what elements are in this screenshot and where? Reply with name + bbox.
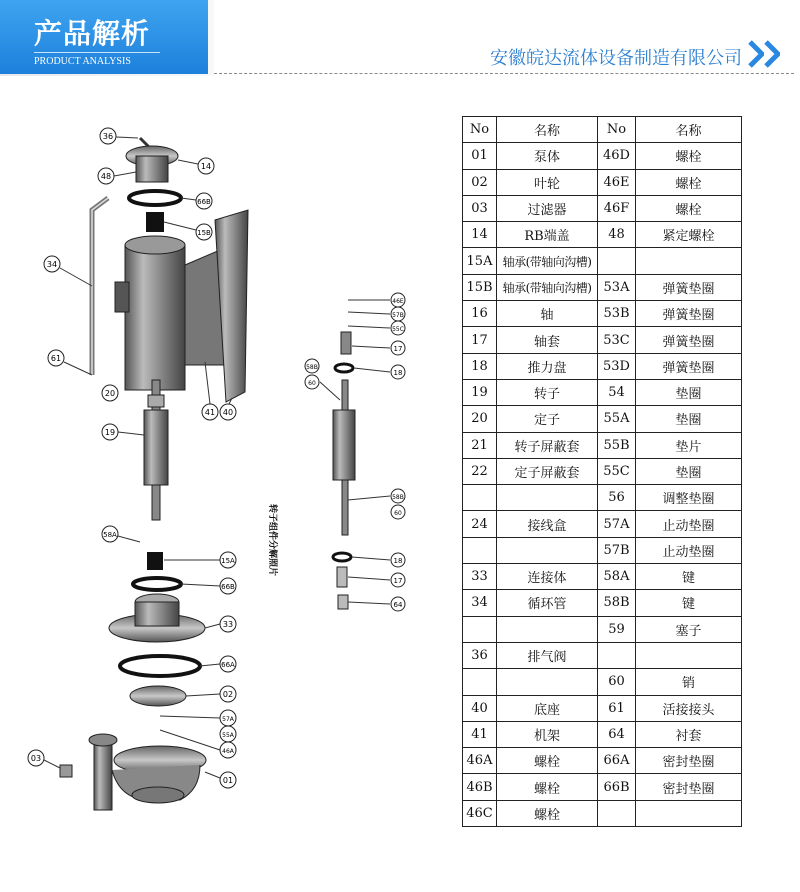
- part-name-cell: [636, 248, 742, 274]
- part-name-cell: 推力盘: [497, 353, 598, 379]
- callout-label: [200, 656, 236, 672]
- part-number-cell: 58B: [598, 590, 636, 616]
- column-header: 名称: [497, 117, 598, 143]
- part-name-cell: 螺栓: [497, 774, 598, 800]
- part-name-cell: [636, 642, 742, 668]
- part-number-cell: [463, 485, 497, 511]
- svg-text:66B: 66B: [221, 583, 235, 591]
- callout-label: [205, 616, 236, 632]
- part-name-cell: 键: [636, 564, 742, 590]
- callout-label: [181, 193, 212, 209]
- part-name-cell: 机架: [497, 721, 598, 747]
- part-name-cell: 螺栓: [636, 169, 742, 195]
- part-number-cell: 53A: [598, 274, 636, 300]
- part-name-cell: 轴套: [497, 327, 598, 353]
- table-row: [463, 774, 742, 800]
- part-name-cell: 转子: [497, 379, 598, 405]
- page-subtitle: PRODUCT ANALYSIS: [34, 56, 131, 67]
- table-row: [463, 695, 742, 721]
- part-number-cell: 03: [463, 195, 497, 221]
- callout-label: [28, 750, 60, 768]
- part-number-cell: 57A: [598, 511, 636, 537]
- part-name-cell: 弹簧垫圈: [636, 301, 742, 327]
- gasket-ring: [133, 578, 181, 590]
- part-name-cell: 塞子: [636, 616, 742, 642]
- part-number-cell: 20: [463, 406, 497, 432]
- impeller-part: [130, 686, 186, 706]
- part-number-cell: [463, 537, 497, 563]
- callout-label: [44, 256, 92, 286]
- svg-text:64: 64: [393, 601, 403, 609]
- svg-text:48: 48: [100, 172, 112, 181]
- svg-text:55A: 55A: [222, 732, 234, 739]
- left-callouts: [28, 128, 236, 788]
- part-number-cell: 19: [463, 379, 497, 405]
- part-number-cell: 66A: [598, 748, 636, 774]
- svg-text:57B: 57B: [392, 312, 404, 319]
- title-tag: [0, 0, 208, 74]
- svg-text:57A: 57A: [222, 716, 234, 723]
- callout-label: [220, 726, 236, 742]
- table-row: [463, 222, 742, 248]
- part-name-cell: 轴承(带轴向沟槽): [497, 274, 598, 300]
- part-number-cell: 57B: [598, 537, 636, 563]
- callout-label: [391, 505, 405, 519]
- part-name-cell: 轴承(带轴向沟槽): [497, 248, 598, 274]
- callout-label: [98, 168, 136, 184]
- part-name-cell: [497, 485, 598, 511]
- rotor-assembly-part: [333, 332, 355, 609]
- part-name-cell: 弹簧垫圈: [636, 353, 742, 379]
- part-name-cell: 密封垫圈: [636, 748, 742, 774]
- svg-text:03: 03: [30, 754, 42, 763]
- svg-text:40: 40: [222, 408, 234, 417]
- part-name-cell: 紧定螺栓: [636, 222, 742, 248]
- column-header: No: [463, 117, 497, 143]
- part-name-cell: 泵体: [497, 143, 598, 169]
- part-name-cell: 活接接头: [636, 695, 742, 721]
- table-row: [463, 353, 742, 379]
- chevron-right-icon: [764, 40, 780, 68]
- end-cover-part: [126, 138, 178, 182]
- table-row: [463, 485, 742, 511]
- svg-text:02: 02: [222, 690, 234, 699]
- svg-text:46E: 46E: [392, 298, 404, 305]
- svg-text:20: 20: [104, 389, 116, 398]
- callout-label: [202, 362, 218, 420]
- part-name-cell: [497, 669, 598, 695]
- table-row: [463, 616, 742, 642]
- part-name-cell: 垫圈: [636, 379, 742, 405]
- header-divider: [214, 73, 794, 74]
- part-number-cell: 66B: [598, 774, 636, 800]
- callout-label: [164, 552, 236, 568]
- part-name-cell: 垫圈: [636, 406, 742, 432]
- part-number-cell: 01: [463, 143, 497, 169]
- svg-text:66B: 66B: [197, 198, 211, 206]
- part-number-cell: 58A: [598, 564, 636, 590]
- part-name-cell: 键: [636, 590, 742, 616]
- pump-casing-part: [89, 734, 206, 810]
- part-number-cell: 64: [598, 721, 636, 747]
- part-number-cell: 46A: [463, 748, 497, 774]
- bearing-part: [146, 212, 164, 232]
- callout-label: [102, 424, 144, 440]
- svg-text:33: 33: [222, 620, 234, 629]
- table-row: [463, 195, 742, 221]
- svg-text:60: 60: [308, 380, 316, 387]
- part-number-cell: 48: [598, 222, 636, 248]
- part-name-cell: 底座: [497, 695, 598, 721]
- table-row: [463, 458, 742, 484]
- part-number-cell: [463, 669, 497, 695]
- callout-label: [102, 526, 140, 542]
- svg-text:17: 17: [393, 577, 403, 585]
- part-number-cell: 24: [463, 511, 497, 537]
- table-row: [463, 432, 742, 458]
- diagram-caption: 转子组件分解照片: [267, 503, 277, 577]
- svg-text:15B: 15B: [197, 229, 211, 237]
- part-name-cell: 垫片: [636, 432, 742, 458]
- callout-label: [352, 341, 405, 355]
- motor-body-part: [115, 210, 248, 402]
- table-row: [463, 406, 742, 432]
- callout-label: [48, 350, 92, 375]
- part-number-cell: 59: [598, 616, 636, 642]
- part-name-cell: 转子屏蔽套: [497, 432, 598, 458]
- part-name-cell: 接线盒: [497, 511, 598, 537]
- table-row: [463, 721, 742, 747]
- table-row: [463, 248, 742, 274]
- svg-text:15A: 15A: [221, 557, 235, 565]
- part-name-cell: 定子: [497, 406, 598, 432]
- svg-text:60: 60: [394, 510, 402, 517]
- callout-label: [178, 158, 214, 174]
- part-number-cell: [598, 800, 636, 826]
- svg-text:61: 61: [50, 354, 62, 363]
- part-number-cell: 61: [598, 695, 636, 721]
- gasket-ring: [129, 191, 181, 205]
- strainer-part: [60, 765, 72, 777]
- part-name-cell: 螺栓: [497, 748, 598, 774]
- svg-text:14: 14: [200, 162, 212, 171]
- part-name-cell: 叶轮: [497, 169, 598, 195]
- callout-label: [354, 365, 405, 379]
- circulation-pipe: [92, 198, 108, 375]
- callout-label: [100, 128, 138, 144]
- svg-text:55C: 55C: [392, 326, 404, 333]
- part-number-cell: 53D: [598, 353, 636, 379]
- callout-label: [348, 293, 405, 307]
- svg-text:17: 17: [393, 345, 403, 353]
- part-number-cell: 33: [463, 564, 497, 590]
- part-number-cell: 55B: [598, 432, 636, 458]
- part-number-cell: 46E: [598, 169, 636, 195]
- part-number-cell: 41: [463, 721, 497, 747]
- part-number-cell: 55C: [598, 458, 636, 484]
- svg-text:41: 41: [204, 408, 216, 417]
- part-number-cell: 15A: [463, 248, 497, 274]
- table-row: [463, 748, 742, 774]
- part-name-cell: 定子屏蔽套: [497, 458, 598, 484]
- part-number-cell: 21: [463, 432, 497, 458]
- svg-text:58A: 58A: [103, 531, 117, 539]
- part-name-cell: 止动垫圈: [636, 537, 742, 563]
- svg-text:19: 19: [104, 428, 116, 437]
- table-row: [463, 327, 742, 353]
- svg-text:18: 18: [393, 369, 403, 377]
- table-row: [463, 537, 742, 563]
- parts-table-body: [463, 143, 742, 827]
- column-header: 名称: [636, 117, 742, 143]
- exploded-pump-diagram: [0, 100, 440, 880]
- rotor-shaft-part: [144, 380, 168, 520]
- callout-label: [348, 321, 405, 335]
- table-row: [463, 143, 742, 169]
- callout-label: [160, 710, 236, 726]
- part-name-cell: 排气阀: [497, 642, 598, 668]
- part-name-cell: 销: [636, 669, 742, 695]
- part-name-cell: 调整垫圈: [636, 485, 742, 511]
- callout-label: [352, 553, 405, 567]
- part-name-cell: 过滤器: [497, 195, 598, 221]
- parts-table: [462, 116, 742, 827]
- table-row: [463, 800, 742, 826]
- part-number-cell: 17: [463, 327, 497, 353]
- svg-text:46A: 46A: [222, 748, 234, 755]
- part-number-cell: 54: [598, 379, 636, 405]
- table-row: [463, 669, 742, 695]
- page-title: 产品解析: [34, 17, 151, 50]
- part-number-cell: 53B: [598, 301, 636, 327]
- gasket-ring: [120, 656, 200, 676]
- svg-text:01: 01: [222, 776, 234, 785]
- table-row: [463, 301, 742, 327]
- callout-label: [181, 578, 236, 594]
- part-number-cell: 40: [463, 695, 497, 721]
- part-number-cell: 22: [463, 458, 497, 484]
- table-row: [463, 511, 742, 537]
- part-number-cell: 46B: [463, 774, 497, 800]
- part-number-cell: 46D: [598, 143, 636, 169]
- part-name-cell: [497, 616, 598, 642]
- part-name-cell: [636, 800, 742, 826]
- svg-text:58B: 58B: [306, 364, 318, 371]
- table-row: [463, 590, 742, 616]
- part-name-cell: 弹簧垫圈: [636, 274, 742, 300]
- svg-text:36: 36: [102, 132, 114, 141]
- table-row: [463, 642, 742, 668]
- svg-text:58B: 58B: [392, 494, 404, 501]
- svg-text:34: 34: [46, 260, 58, 269]
- connector-body-part: [109, 594, 205, 642]
- part-name-cell: [497, 537, 598, 563]
- part-number-cell: 46F: [598, 195, 636, 221]
- part-name-cell: 螺栓: [636, 143, 742, 169]
- part-name-cell: 密封垫圈: [636, 774, 742, 800]
- chevron-right-icon: [748, 40, 764, 68]
- part-number-cell: 60: [598, 669, 636, 695]
- table-row: [463, 564, 742, 590]
- callout-label: [348, 489, 405, 503]
- part-number-cell: 36: [463, 642, 497, 668]
- callout-label: [305, 375, 319, 389]
- part-number-cell: 53C: [598, 327, 636, 353]
- part-name-cell: 连接体: [497, 564, 598, 590]
- header-banner: [0, 0, 800, 76]
- svg-text:66A: 66A: [221, 661, 235, 669]
- part-name-cell: 垫圈: [636, 458, 742, 484]
- part-name-cell: 止动垫圈: [636, 511, 742, 537]
- svg-text:18: 18: [393, 557, 403, 565]
- part-number-cell: 18: [463, 353, 497, 379]
- bearing-part: [147, 552, 163, 570]
- title-divider: [34, 52, 160, 53]
- callout-label: [348, 573, 405, 587]
- part-number-cell: 02: [463, 169, 497, 195]
- part-name-cell: RB端盖: [497, 222, 598, 248]
- company-name: 安徽皖达流体设备制造有限公司: [490, 48, 742, 69]
- callout-label: [102, 385, 118, 401]
- part-name-cell: 循环管: [497, 590, 598, 616]
- part-number-cell: 55A: [598, 406, 636, 432]
- part-name-cell: 衬套: [636, 721, 742, 747]
- part-number-cell: 34: [463, 590, 497, 616]
- callout-label: [186, 686, 236, 702]
- table-header-row: [463, 117, 742, 143]
- table-row: [463, 379, 742, 405]
- column-header: No: [598, 117, 636, 143]
- part-number-cell: 16: [463, 301, 497, 327]
- part-name-cell: 螺栓: [636, 195, 742, 221]
- part-number-cell: [598, 642, 636, 668]
- callout-label: [205, 772, 236, 788]
- part-number-cell: [463, 616, 497, 642]
- part-number-cell: [598, 248, 636, 274]
- part-number-cell: 15B: [463, 274, 497, 300]
- table-row: [463, 274, 742, 300]
- part-name-cell: 弹簧垫圈: [636, 327, 742, 353]
- part-name-cell: 螺栓: [497, 800, 598, 826]
- callout-label: [348, 307, 405, 321]
- part-name-cell: 轴: [497, 301, 598, 327]
- table-row: [463, 169, 742, 195]
- part-number-cell: 14: [463, 222, 497, 248]
- callout-label: [348, 597, 405, 611]
- part-number-cell: 46C: [463, 800, 497, 826]
- part-number-cell: 56: [598, 485, 636, 511]
